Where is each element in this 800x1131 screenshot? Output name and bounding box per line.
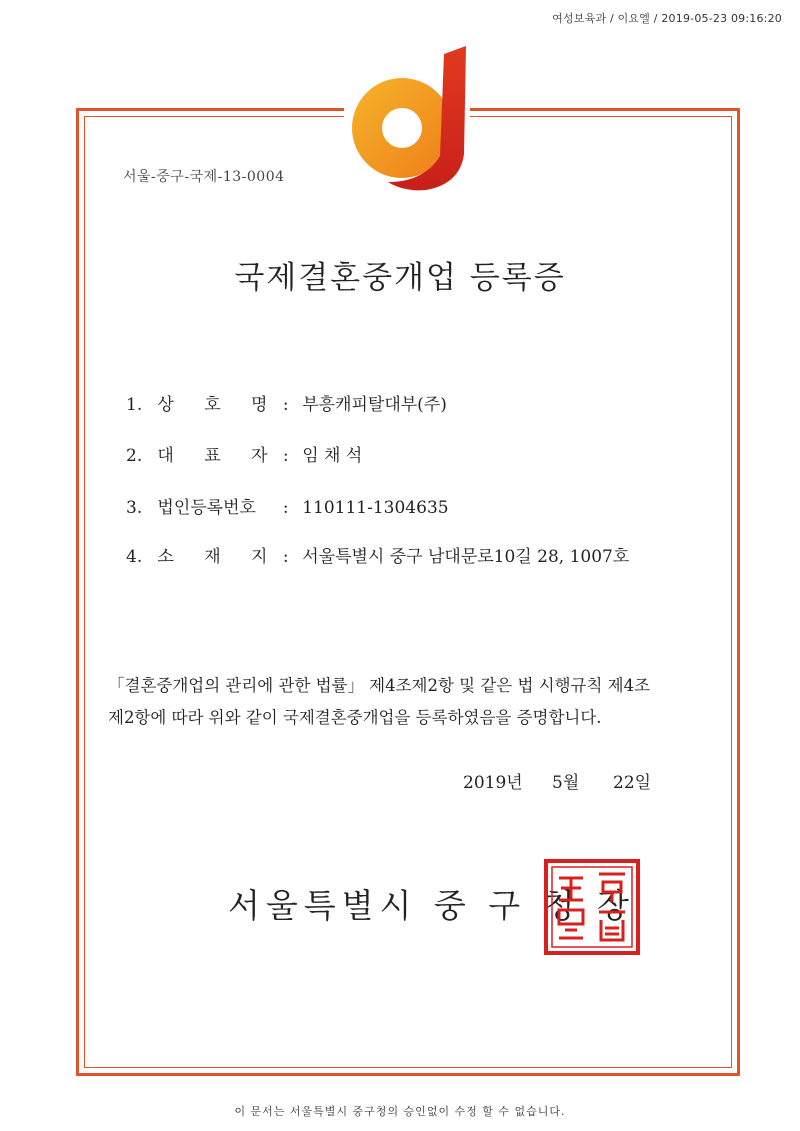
field-number: 4.	[126, 547, 143, 567]
document-print-stamp: 여성보육과 / 이요엘 / 2019-05-23 09:16:20	[552, 12, 782, 25]
issue-date-month: 5월	[552, 773, 580, 793]
district-logo-icon	[344, 44, 470, 192]
field-value: 임 채 석	[302, 446, 363, 466]
issue-date-day: 22일	[613, 773, 652, 793]
issuer-name: 서울특별시 중 구 청 장	[228, 886, 635, 925]
field-address: 4. 소 재 지 : 서울특별시 중구 남대문로10길 28, 1007호	[126, 542, 629, 567]
statement-line: 「결혼중개업의 관리에 관한 법률」 제4조제2항 및 같은 법 시행규칙 제4조	[108, 676, 651, 695]
field-value: 110111-1304635	[302, 498, 449, 518]
certification-statement	[108, 670, 708, 734]
issue-date-year: 2019년	[463, 773, 523, 793]
field-number: 3.	[126, 498, 143, 518]
field-value: 서울특별시 중구 남대문로10길 28, 1007호	[302, 547, 630, 567]
field-trade-name: 1. 상 호 명 : 부흥캐피탈대부(주)	[126, 390, 447, 415]
field-label: 대 표 자	[157, 446, 268, 466]
statement-line: 제2항에 따라 위와 같이 국제결혼중개업을 등록하였음을 증명합니다.	[108, 708, 602, 727]
registration-number: 서울-중구-국제-13-0004	[123, 169, 285, 185]
field-representative: 2. 대 표 자 : 임 채 석	[126, 441, 362, 466]
field-label: 법인등록번호	[157, 498, 256, 518]
official-seal-icon	[543, 858, 641, 956]
footer-notice: 이 문서는 서울특별시 중구청의 승인없이 수정 할 수 없습니다.	[234, 1105, 566, 1118]
field-label: 상 호 명	[157, 395, 268, 415]
field-number: 2.	[126, 446, 143, 466]
field-label: 소 재 지	[157, 547, 268, 567]
field-number: 1.	[126, 395, 143, 415]
field-corporate-registration-number: 3. 법인등록번호 : 110111-1304635	[126, 493, 449, 518]
field-value: 부흥캐피탈대부(주)	[302, 395, 447, 415]
certificate-title: 국제결혼중개업 등록증	[234, 260, 566, 296]
